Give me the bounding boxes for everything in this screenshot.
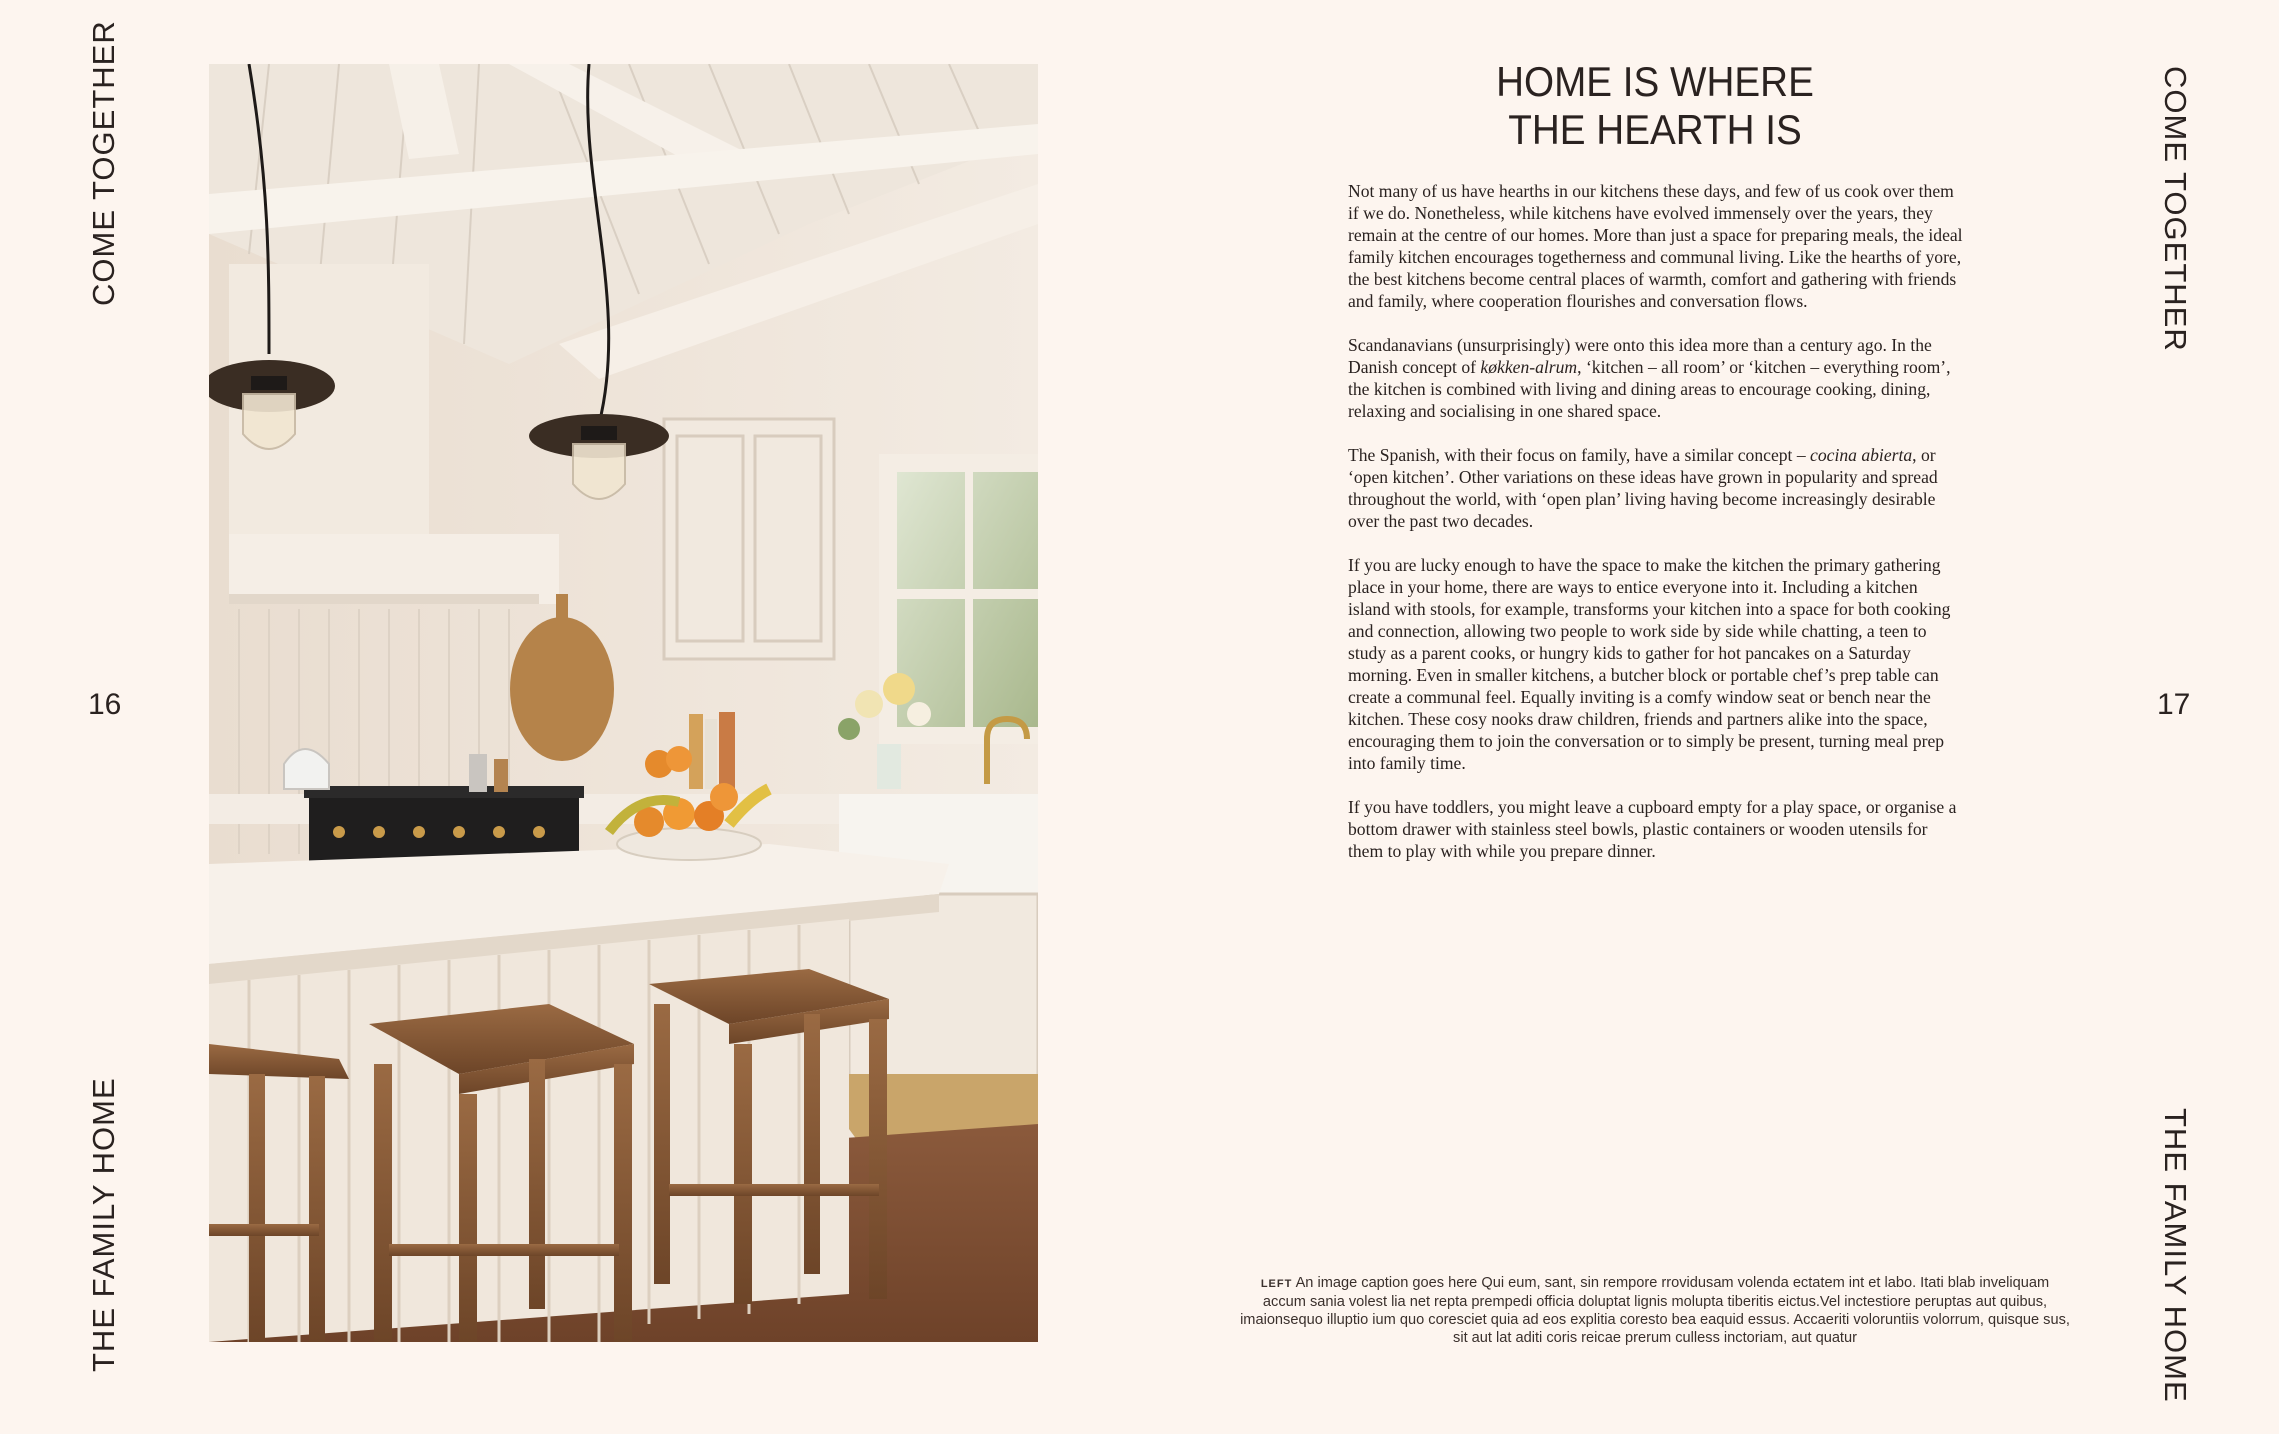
- left-running-head-bottom: THE FAMILY HOME: [86, 1077, 121, 1372]
- right-running-head-top: COME TOGETHER: [2158, 66, 2193, 352]
- caption-label: LEFT: [1260, 1278, 1293, 1290]
- image-caption: [1240, 1274, 2070, 1347]
- paragraph-2-italic-term: køkken-alrum: [1480, 357, 1578, 377]
- paragraph-3: [1348, 444, 1964, 532]
- paragraph-2: [1348, 334, 1964, 422]
- left-page-number: 16: [88, 688, 122, 721]
- paragraph-2-part-a: Scandanavians (unsurprisingly) were onto this idea more than a century ago. In the Danish concept of: [1348, 335, 1932, 377]
- right-page-number: 17: [2157, 688, 2191, 721]
- article-title-line-1: HOME IS WHERE: [1496, 58, 1814, 105]
- paragraph-3-part-b: , or ‘open kitchen’. Other variations on these ideas have grown in popularity and spread throughout the world, with ‘open plan’ living having become increasingly desirable over the past two decades.: [1348, 445, 1938, 531]
- left-running-head-top: COME TOGETHER: [86, 20, 121, 306]
- paragraph-2-part-b: , ‘kitchen – all room’ or ‘kitchen – everything room’, the kitchen is combined with living and dining areas to encourage cooking, dining, relaxing and socialising in one shared space.: [1348, 357, 1951, 421]
- paragraph-4: If you are lucky enough to have the space to make the kitchen the primary gathering place in your home, there are ways to entice everyone into it. Including a kitchen island with stools, for example, transforms your kitchen into a space for both cooking and connection, allowing two people to work side by side while chatting, a teen to study as a parent cooks, or hungry kids to gather for hot pancakes on a Saturday morning. Even in smaller kitchens, a butcher block or portable chef’s prep table can create a communal feel. Equally inviting is a comfy window seat or bench near the kitchen. These cosy nooks draw children, friends and partners alike into the space, encouraging them to join the conversation or to simply be present, turning meal prep into family time.: [1348, 555, 1951, 773]
- paragraph-5: If you have toddlers, you might leave a cupboard empty for a play space, or organise a bottom drawer with stainless steel bowls, plastic containers or wooden utensils for them to play with while you prepare dinner.: [1348, 797, 1957, 861]
- paragraph-1: Not many of us have hearths in our kitchens these days, and few of us cook over them if we do. Nonetheless, while kitchens have evolved immensely over the years, they remain at the centre of our homes. More than just a space for preparing meals, the ideal family kitchen encourages togetherness and communal living. Like the hearths of yore, the best kitchens become central places of warmth, comfort and gathering with friends and family, where cooperation flourishes and conversation flows.: [1348, 181, 1963, 311]
- caption-text: An image caption goes here Qui eum, sant, sin rempore rrovidusam volenda ectatem int et labo. Itati blab inveliquam accum sania volest lia net repta prempedi officia doluptat lignis molupta tiberitis eictus.Vel inctestiore peruptas aut quibus, imaionsequo illuptio ium quo coresciet quia ad eos explitia coresto bea eaquid essus. Accaeriti voloruntiis volorrum, quisque sus, sit aut lat aditi coris reicae prerum culless inctoriam, aut quatur: [1240, 1275, 2070, 1346]
- article-body: [1348, 180, 1964, 862]
- article-title: [1374, 58, 1935, 154]
- kitchen-photo: [209, 64, 1038, 1342]
- right-running-head-bottom: THE FAMILY HOME: [2158, 1108, 2193, 1403]
- article-title-line-2: THE HEARTH IS: [1508, 106, 1802, 153]
- paragraph-3-part-a: The Spanish, with their focus on family, have a similar concept –: [1348, 445, 1811, 465]
- paragraph-3-italic-term: cocina abierta: [1810, 445, 1913, 465]
